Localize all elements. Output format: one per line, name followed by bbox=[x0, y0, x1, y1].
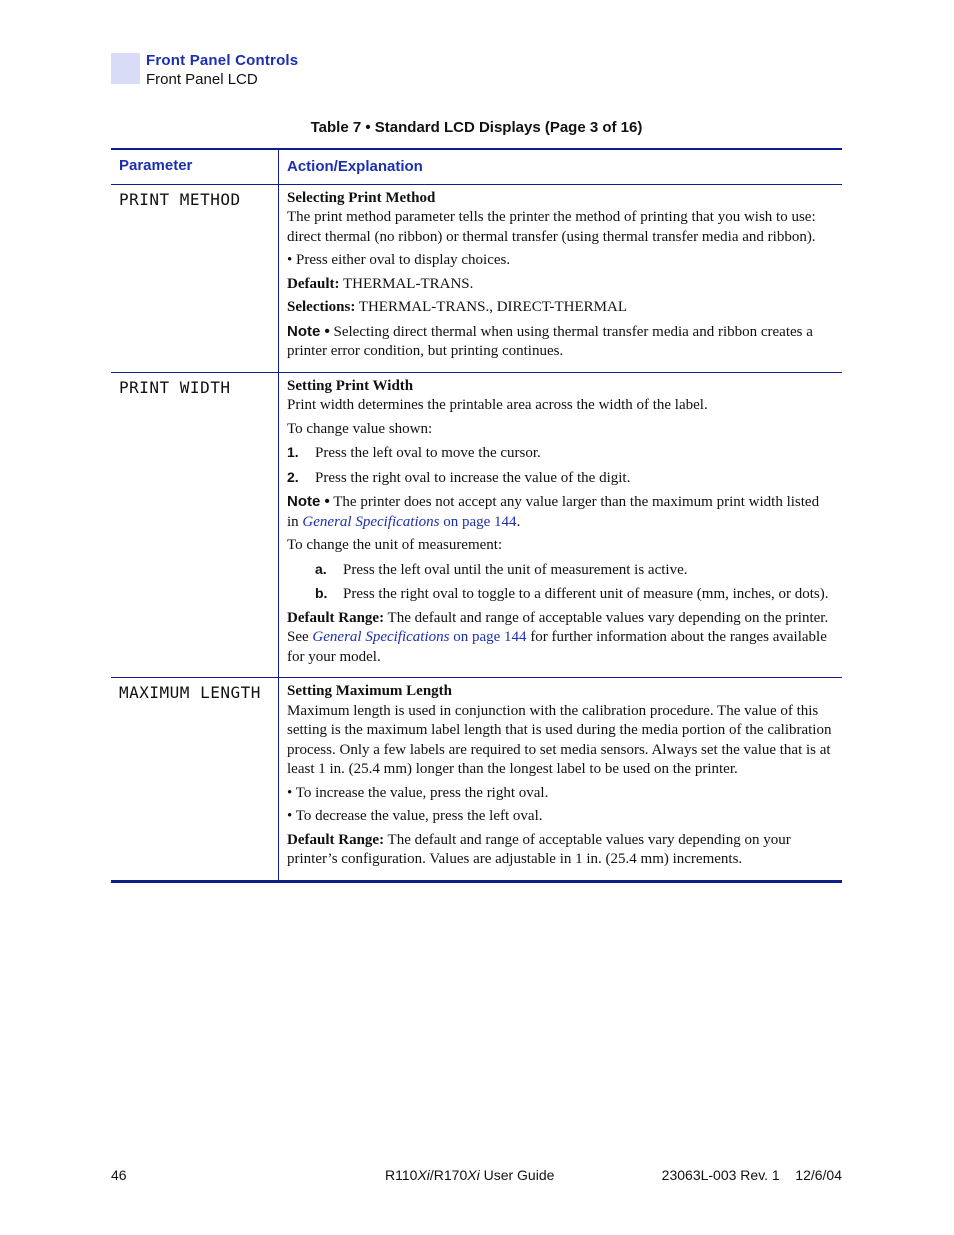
step-number: 2. bbox=[287, 468, 299, 485]
note-label: Note • bbox=[287, 322, 330, 340]
table-header-row bbox=[111, 150, 842, 185]
note-label: Note • bbox=[287, 493, 330, 510]
bullet-item: • Press either oval to display choices. bbox=[287, 252, 511, 268]
parameter-name: PRINT METHOD bbox=[119, 189, 241, 209]
default-value: THERMAL-TRANS. bbox=[339, 275, 474, 292]
lcd-displays-table bbox=[111, 148, 842, 883]
page-number: 46 bbox=[111, 1167, 127, 1183]
table-row bbox=[111, 678, 842, 880]
default-range-label: Default Range: bbox=[287, 831, 385, 848]
lettered-step bbox=[287, 584, 834, 605]
row-heading: Selecting Print Method bbox=[287, 189, 436, 206]
column-header-parameter: Parameter bbox=[111, 150, 279, 184]
guide-title: R110Xi/R170Xi User Guide bbox=[385, 1167, 555, 1183]
selections-value: THERMAL-TRANS., DIRECT-THERMAL bbox=[355, 299, 627, 315]
general-specifications-link[interactable]: General Specifications on page 144 bbox=[302, 513, 517, 530]
step-text: Press the left oval to move the cursor. bbox=[315, 445, 541, 461]
table-row bbox=[111, 373, 842, 679]
default-range-label: Default Range: bbox=[287, 609, 385, 626]
parameter-name: MAXIMUM LENGTH bbox=[119, 683, 261, 702]
column-header-action: Action/Explanation bbox=[287, 158, 423, 175]
numbered-step bbox=[287, 468, 834, 489]
bullet-item: • To increase the value, press the right oval. bbox=[287, 784, 549, 801]
general-specifications-link[interactable]: General Specifications on page 144 bbox=[312, 629, 527, 645]
row-heading: Setting Print Width bbox=[287, 377, 414, 394]
parameter-name: PRINT WIDTH bbox=[119, 377, 231, 397]
default-range: Default Range: The default and range of acceptable values vary depending on the printer. See General Specifications on page 144 for further information about the ranges available for your model. bbox=[287, 609, 829, 665]
note: Note • The printer does not accept any value larger than the maximum print width listed in General Specifications on page 144. bbox=[287, 493, 820, 530]
step-letter: a. bbox=[315, 560, 327, 577]
step-text: Press the left oval until the unit of measurement is active. bbox=[343, 561, 688, 578]
bullet-item: • To decrease the value, press the left oval. bbox=[287, 808, 543, 824]
lettered-step bbox=[287, 560, 834, 581]
note-text: The printer does not accept any value larger than the maximum print width listed in bbox=[287, 494, 820, 530]
row-intro: Print width determines the printable area across the width of the label. bbox=[287, 397, 708, 413]
table-caption: Table 7 • Standard LCD Displays (Page 3 of 16) bbox=[310, 119, 643, 136]
document-number: 23063L-003 Rev. 1 12/6/04 bbox=[661, 1167, 842, 1183]
step-text: Press the right oval to increase the value of the digit. bbox=[315, 469, 631, 486]
selections-line bbox=[287, 298, 834, 318]
numbered-step bbox=[287, 443, 834, 464]
default-range: Default Range: The default and range of acceptable values vary depending on your printer’s configuration. Values are adjustable in 1 in. (25.4 mm) increments. bbox=[287, 831, 791, 867]
step-letter: b. bbox=[315, 585, 328, 601]
default-label: Default: bbox=[287, 275, 340, 292]
row-intro: The print method parameter tells the printer the method of printing that you wish to use: direct thermal (no ribbon) or thermal transfer (using thermal transfer media and ribbon). bbox=[287, 209, 816, 245]
step-text: Press the right oval to toggle to a different unit of measure (mm, inches, or dots). bbox=[343, 586, 829, 602]
subsection-title: Front Panel LCD bbox=[146, 71, 258, 88]
instruction-text: To change value shown: bbox=[287, 420, 433, 437]
header-tab-marker bbox=[111, 53, 140, 84]
note bbox=[287, 322, 834, 362]
note-text: Selecting direct thermal when using thermal transfer media and ribbon creates a printer error condition, but printing continues. bbox=[287, 323, 813, 359]
default-line bbox=[287, 275, 834, 295]
instruction-text: To change the unit of measurement: bbox=[287, 537, 503, 553]
row-intro: Maximum length is used in conjunction with the calibration procedure. The value of this setting is the maximum label length that is used during the media portion of the calibration process. Only a few labels are required to set media sensors. Always set the value that is at least 1 in. (25.4 mm) longer than the longest label to be used on the printer. bbox=[287, 702, 832, 777]
table-row bbox=[111, 185, 842, 373]
section-title: Front Panel Controls bbox=[146, 52, 299, 69]
selections-label: Selections: bbox=[287, 299, 356, 315]
row-heading: Setting Maximum Length bbox=[287, 683, 452, 699]
step-number: 1. bbox=[287, 444, 299, 460]
